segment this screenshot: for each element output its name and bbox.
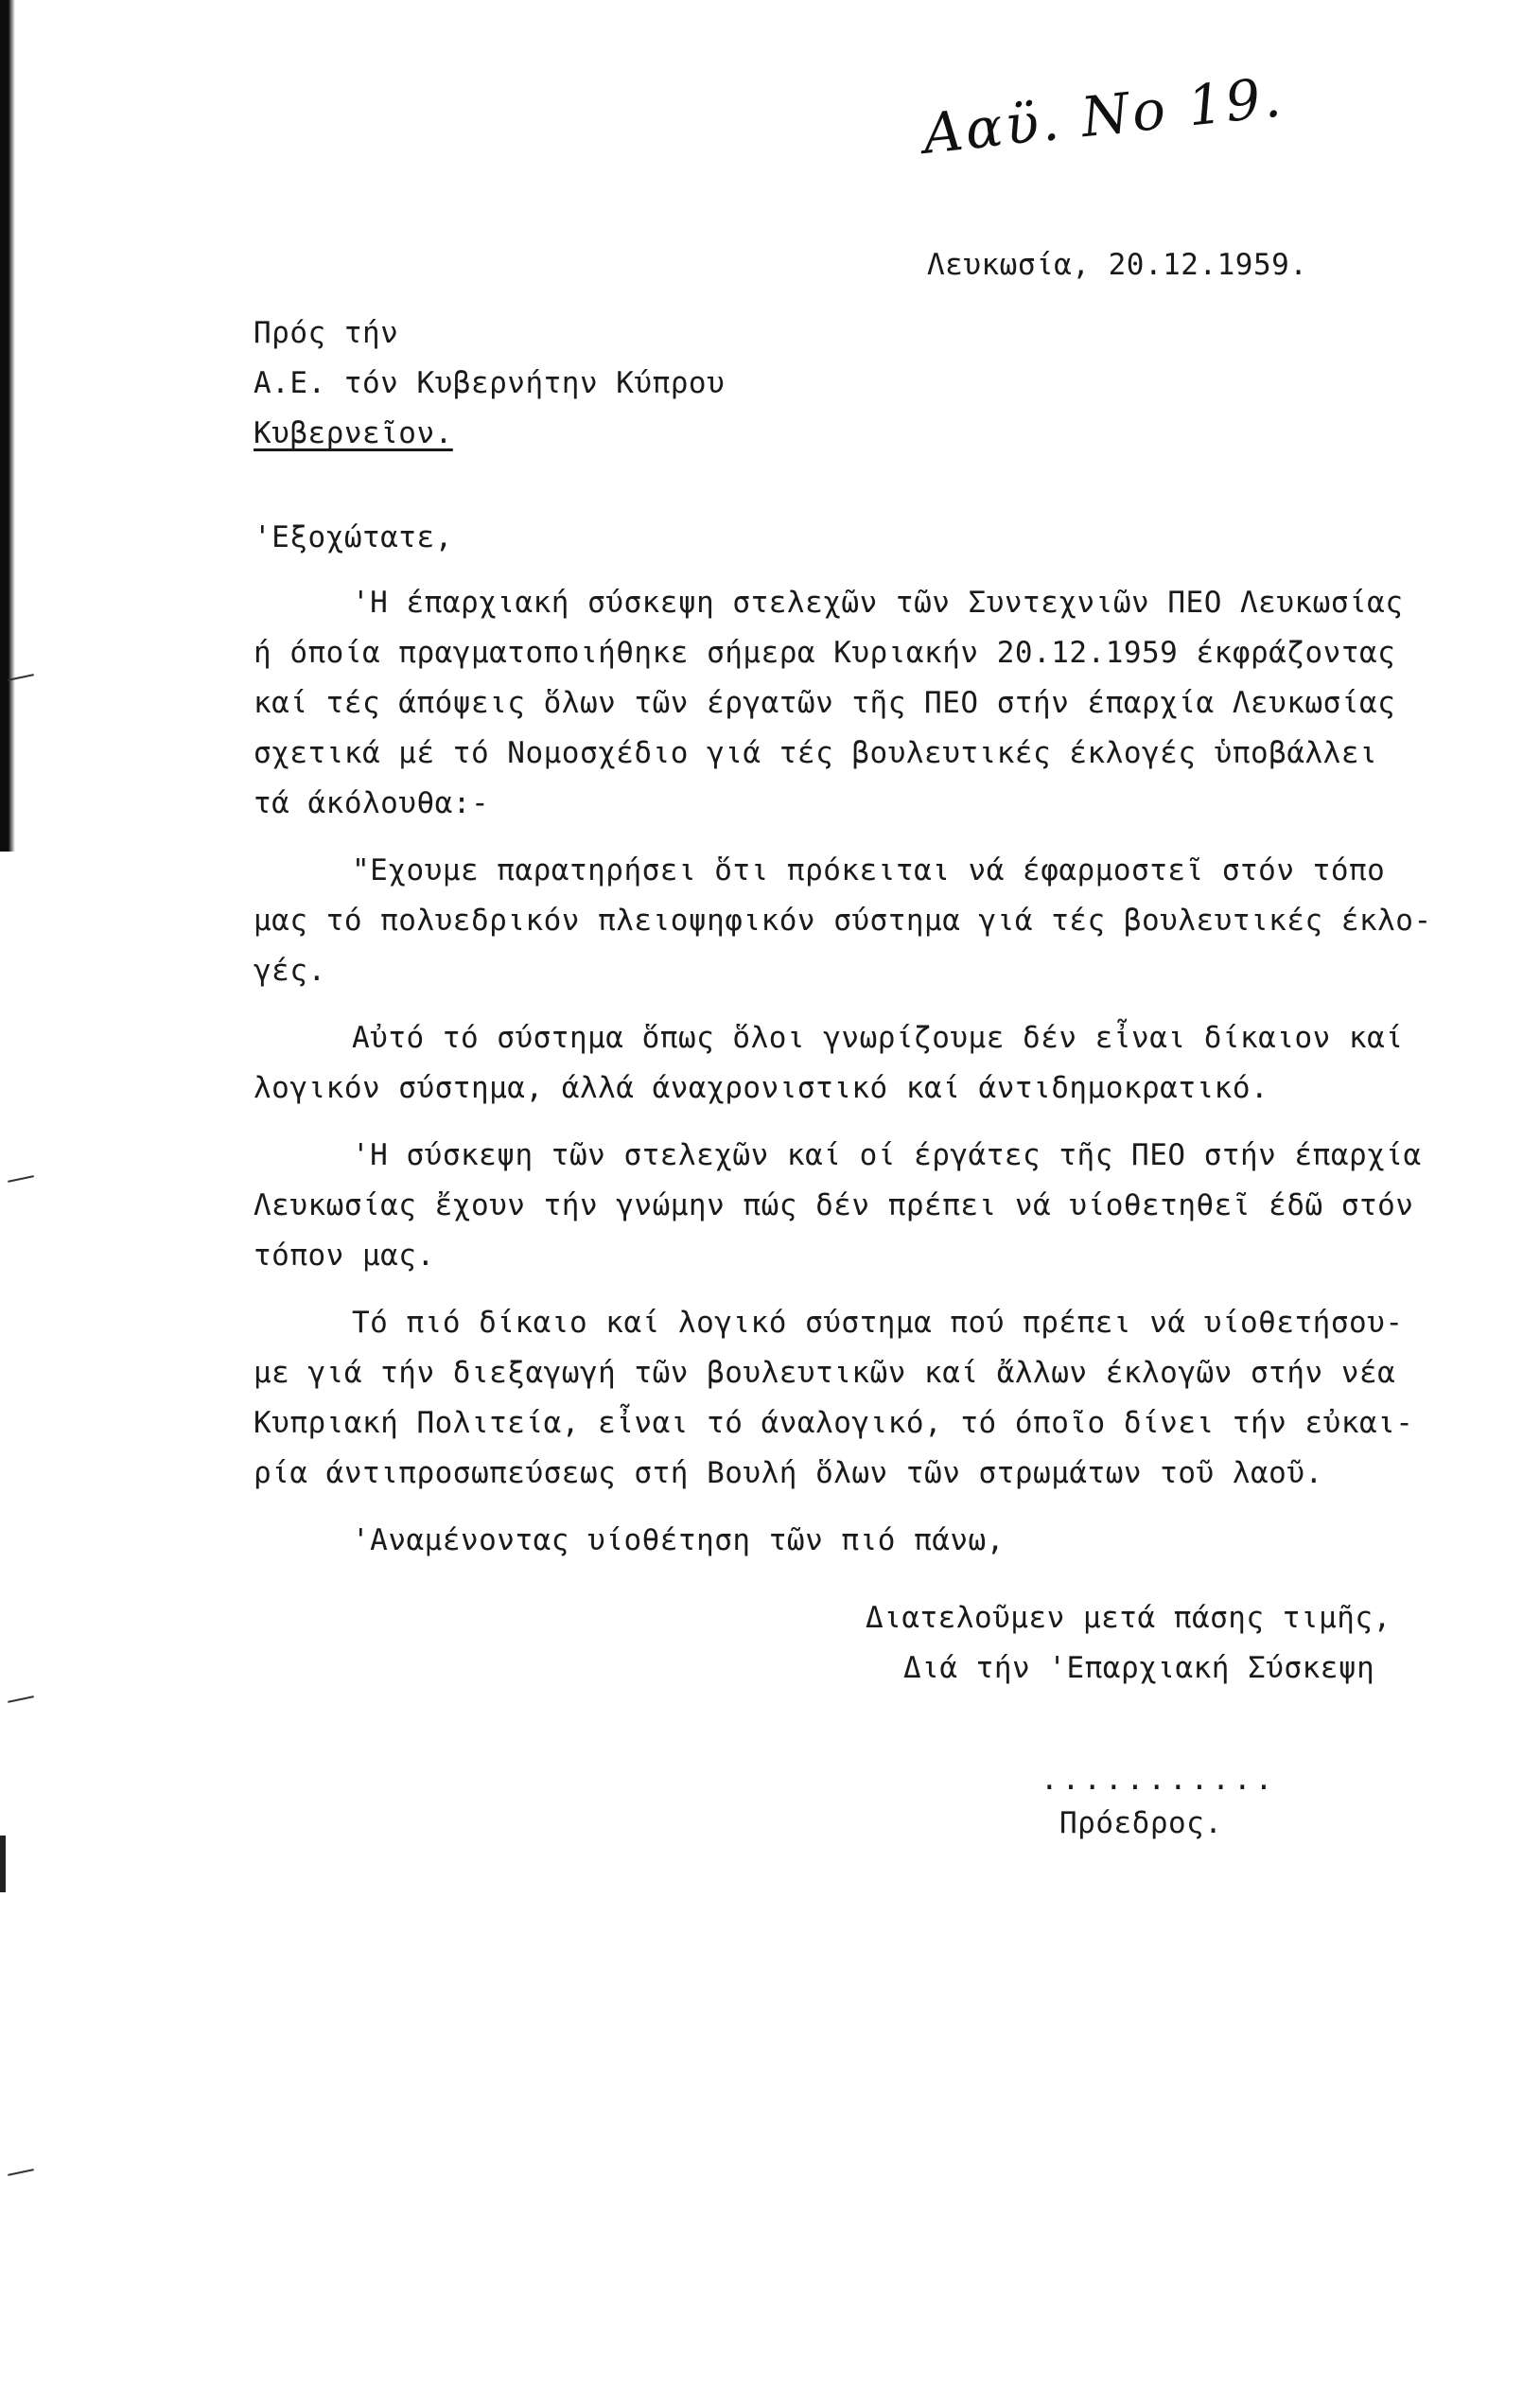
body-line: λογικόν σύστημα, άλλά άναχρονιστικό καί άντιδημοκρατικό. — [254, 1071, 1269, 1105]
body-line: γές. — [254, 954, 326, 988]
handwritten-note: Ααϋ. Νο 19. — [919, 64, 1287, 167]
body-line: μας τό πολυεδρικόν πλειοψηφικόν σύστημα γιά τές βουλευτικές έκλο- — [254, 904, 1432, 938]
margin-mark — [8, 1695, 34, 1703]
greeting: 'Εξοχώτατε, — [254, 520, 453, 554]
closing-line: Διατελοῦμεν μετά πάσης τιμῆς, — [866, 1601, 1391, 1635]
body-line: τόπον μας. — [254, 1239, 435, 1273]
scan-edge-shadow — [0, 0, 15, 852]
body-line: τά άκόλουθα:- — [254, 786, 490, 820]
body-line: "Εχουμε παρατηρήσει ὅτι πρόκειται νά έφαρμοστεῖ στόν τόπο — [352, 853, 1386, 887]
body-line: Τό πιό δίκαιο καί λογικό σύστημα πού πρέπει νά υίοθετήσου- — [352, 1306, 1404, 1340]
body-line: με γιά τήν διεξαγωγή τῶν βουλευτικῶν καί ἄλλων έκλογῶν στήν νέα — [254, 1356, 1396, 1390]
date-line: Λευκωσία, 20.12.1959. — [927, 248, 1308, 282]
body-line: σχετικά μέ τό Νομοσχέδιο γιά τές βουλευτικές έκλογές ὑποβάλλει — [254, 736, 1378, 770]
body-line: Κυπριακή Πολιτεία, εἶναι τό άναλογικό, τό όποῖο δίνει τήν εὐκαι- — [254, 1406, 1414, 1440]
margin-mark — [8, 2169, 34, 2176]
recipient-line-1: Πρός τήν — [254, 316, 399, 350]
signature-title: Πρόεδρος. — [1059, 1806, 1223, 1840]
body-line: ή όποία πραγματοποιήθηκε σήμερα Κυριακήν 20.12.1959 έκφράζοντας — [254, 636, 1396, 670]
recipient-line-3: Κυβερνεῖον. — [254, 416, 453, 450]
margin-mark — [8, 1175, 34, 1183]
body-line: 'Η έπαρχιακή σύσκεψη στελεχῶν τῶν Συντεχνιῶν ΠΕΟ Λευκωσίας — [352, 586, 1404, 620]
body-line: ρία άντιπροσωπεύσεως στή Βουλή ὅλων τῶν στρωμάτων τοῦ λαοῦ. — [254, 1456, 1323, 1490]
body-line: 'Η σύσκεψη τῶν στελεχῶν καί οί έργάτες τῆς ΠΕΟ στήν έπαρχία — [352, 1138, 1422, 1172]
body-line: Λευκωσίας ἔχουν τήν γνώμην πώς δέν πρέπει νά υίοθετηθεῖ έδῶ στόν — [254, 1188, 1414, 1222]
body-line: καί τές άπόψεις ὅλων τῶν έργατῶν τῆς ΠΕΟ στήν έπαρχία Λευκωσίας — [254, 686, 1396, 720]
recipient-line-2: Α.Ε. τόν Κυβερνήτην Κύπρου — [254, 366, 726, 400]
scan-edge-mark — [0, 1836, 6, 1892]
body-line: 'Αναμένοντας υίοθέτηση τῶν πιό πάνω, — [352, 1523, 1005, 1557]
body-line: Αὐτό τό σύστημα ὅπως ὅλοι γνωρίζουμε δέν εἶναι δίκαιον καί — [352, 1021, 1404, 1055]
signature-dots: ........... — [1041, 1763, 1277, 1797]
closing-line: Διά τήν 'Επαρχιακή Σύσκεψη — [903, 1651, 1375, 1685]
